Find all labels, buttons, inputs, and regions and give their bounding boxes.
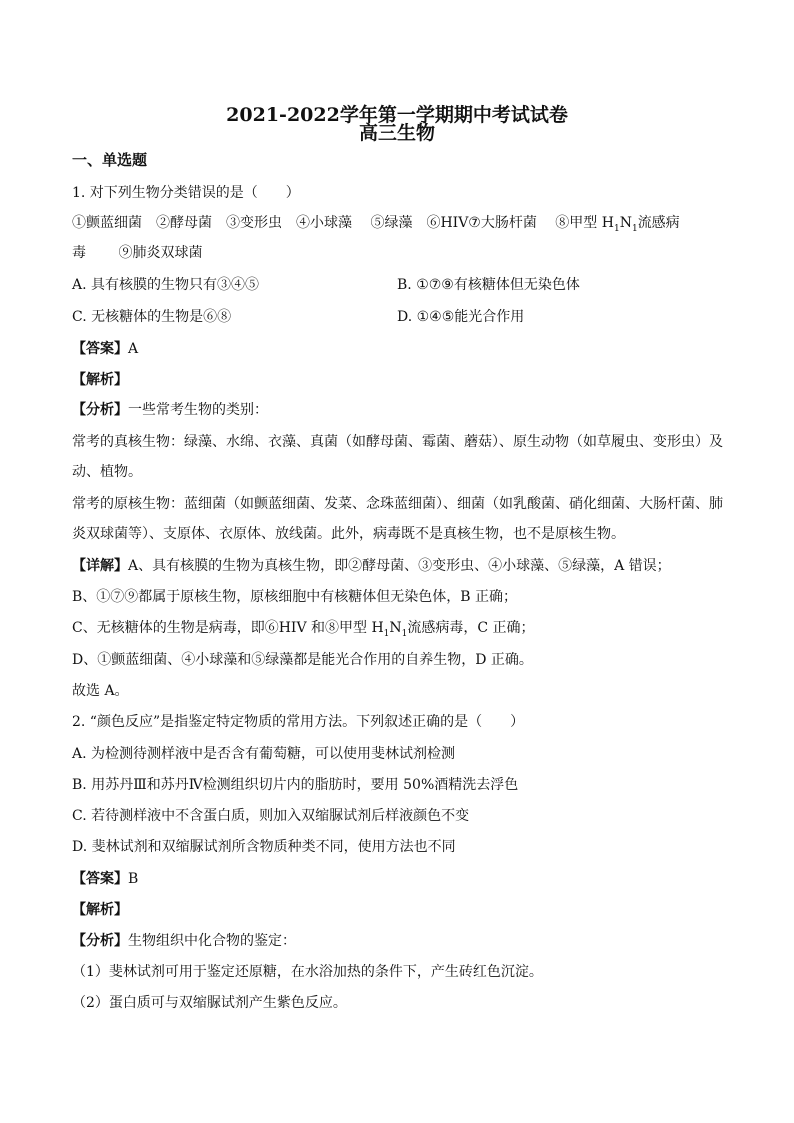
q1-detail-c-text: C、无核糖体的生物是病毒，即⑥HIV 和⑧甲型 H <box>72 620 384 636</box>
q2-option-c: C. 若待测样液中不含蛋白质，则加入双缩脲试剂后样液颜色不变 <box>72 808 470 824</box>
section-heading: 一、单选题 <box>72 151 148 169</box>
q2-answer <box>72 869 138 889</box>
q2-fenxi-text: 生物组织中化合物的鉴定： <box>128 933 296 949</box>
q1-items-text: ①颤蓝细菌 ②酵母菌 ③变形虫 ④小球藻 ⑤绿藻 ⑥HIV⑦大肠杆菌 ⑧甲型 H <box>72 215 614 231</box>
q1-option-a: A. 具有核膜的生物只有③④⑤ <box>72 277 260 293</box>
q1-sub1: 1 <box>613 223 620 234</box>
q2-answer-tag: 【答案】 <box>72 871 128 887</box>
q1-fenxi-text: 一些常考生物的类别： <box>128 402 268 418</box>
q1-detail-c-sub1: 1 <box>383 628 390 639</box>
subject-title: 高三生物 <box>358 122 435 144</box>
q2-option-a: A. 为检测待测样液中是否含有葡萄糖，可以使用斐林试剂检测 <box>72 746 456 762</box>
q1-fenxi-tag: 【分析】 <box>72 402 128 418</box>
q1-detail-c-mid: N <box>389 620 402 636</box>
q2-line2: （2）蛋白质可与双缩脲试剂产生紫色反应。 <box>72 995 347 1011</box>
q1-items-line2: 毒 ⑨肺炎双球菌 <box>72 245 203 261</box>
q1-option-b: B. ①⑦⑨有核糖体但无染色体 <box>397 277 580 293</box>
q1-detail-b: B、①⑦⑨都属于原核生物，原核细胞中有核糖体但无染色体，B 正确； <box>72 589 518 605</box>
q1-option-c: C. 无核糖体的生物是⑥⑧ <box>72 309 232 325</box>
q1-answer <box>72 339 138 359</box>
q1-detail-a <box>72 556 671 576</box>
q1-detail-c <box>72 618 535 644</box>
q1-prokaryote-line1: 常考的原核生物：蓝细菌（如颤蓝细菌、发菜、念珠蓝细菌）、细菌（如乳酸菌、硝化细菌、大肠杆菌、肺 <box>72 496 723 512</box>
q1-answer-value: A <box>128 341 139 357</box>
q2-stem: 2. “颜色反应”是指鉴定特定物质的常用方法。下列叙述正确的是（ ） <box>72 714 525 730</box>
q2-fenxi <box>72 931 296 951</box>
q1-eukaryote-line1: 常考的真核生物：绿藻、水绵、衣藻、真菌（如酵母菌、霉菌、蘑菇）、原生动物（如草履虫、变形虫）及 <box>72 434 723 450</box>
q2-line1: （1）斐林试剂可用于鉴定还原糖，在水浴加热的条件下，产生砖红色沉淀。 <box>72 964 543 980</box>
q1-items-line1 <box>72 213 680 239</box>
q1-stem: 1. 对下列生物分类错误的是（ ） <box>72 185 300 201</box>
q2-analysis-tag: 【解析】 <box>72 902 128 918</box>
q1-items-tail: 流感病 <box>637 215 680 231</box>
q1-detail-d: D、①颤蓝细菌、④小球藻和⑤绿藻都是能光合作用的自养生物，D 正确。 <box>72 652 533 668</box>
q1-option-d: D. ①④⑤能光合作用 <box>397 309 525 325</box>
q1-answer-tag: 【答案】 <box>72 341 128 357</box>
q1-xiangjie-tag: 【详解】 <box>72 558 128 574</box>
q1-mid: N <box>619 215 632 231</box>
q1-fenxi <box>72 400 268 420</box>
q1-sub2: 1 <box>631 223 638 234</box>
q2-option-b: B. 用苏丹Ⅲ和苏丹Ⅳ检测组织切片内的脂肪时，要用 50%酒精洗去浮色 <box>72 777 519 793</box>
q2-fenxi-tag: 【分析】 <box>72 933 128 949</box>
q2-option-d: D. 斐林试剂和双缩脲试剂所含物质种类不同，使用方法也不同 <box>72 839 456 855</box>
exam-title: 2021-2022学年第一学期期中考试试卷 <box>226 104 568 126</box>
q1-prokaryote-line2: 炎双球菌等）、支原体、衣原体、放线菌。此外，病毒既不是真核生物，也不是原核生物。 <box>72 526 625 542</box>
q1-detail-c-tail: 流感病毒，C 正确； <box>407 620 535 636</box>
q1-analysis-tag: 【解析】 <box>72 372 128 388</box>
q1-conclusion: 故选 A。 <box>72 683 129 699</box>
q1-detail-a-text: A、具有核膜的生物为真核生物，即②酵母菌、③变形虫、④小球藻、⑤绿藻，A 错误； <box>128 558 671 574</box>
q1-eukaryote-line2: 动、植物。 <box>72 464 142 480</box>
q1-detail-c-sub2: 1 <box>401 628 408 639</box>
q2-answer-value: B <box>128 871 139 887</box>
